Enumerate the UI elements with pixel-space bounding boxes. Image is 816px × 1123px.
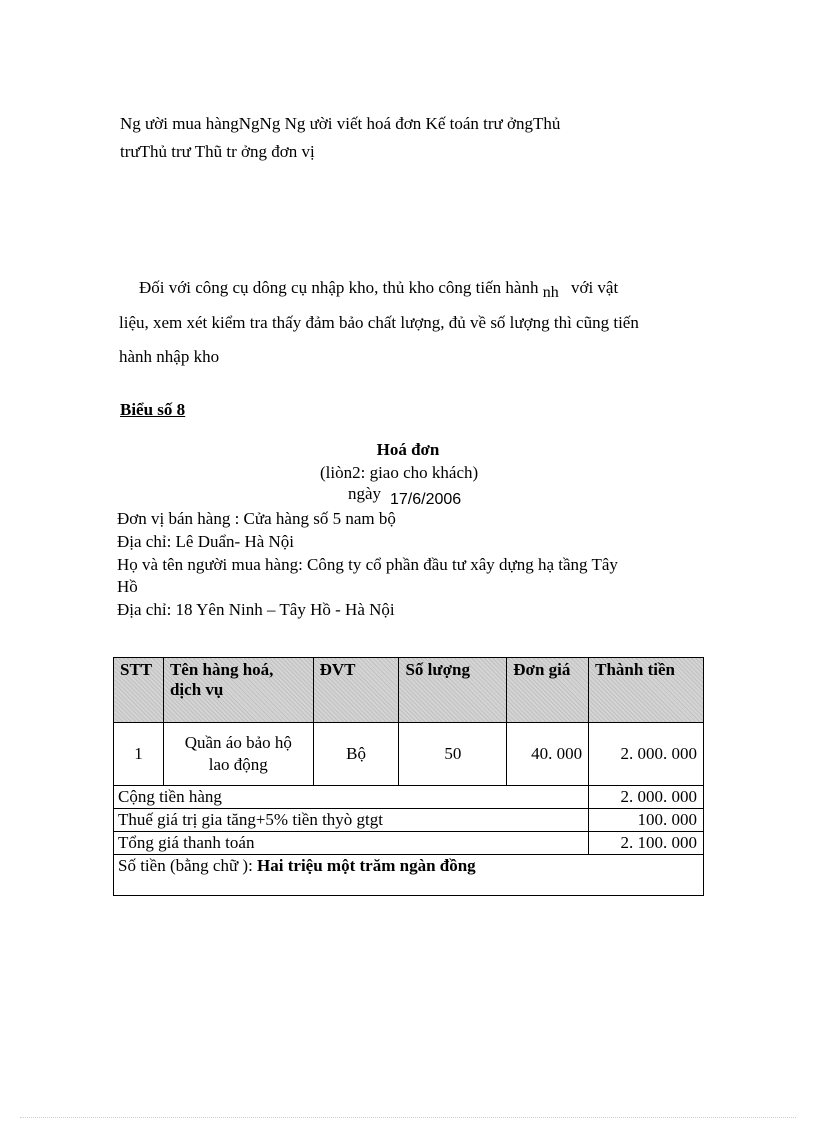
amount-in-words: [114, 855, 704, 896]
signature-line-1: Ng ười mua hàngNgNg Ng ười viết hoá đơn Kế toán trư ởngThủ: [120, 114, 561, 133]
header-unit: ĐVT: [313, 658, 399, 723]
paragraph-line-3: hành nhập kho: [119, 347, 220, 366]
cell-unit: Bộ: [313, 723, 399, 786]
paragraph-subscript: nh: [542, 284, 559, 301]
cell-qty: 50: [399, 723, 507, 786]
subtotal-label: Cộng tiền hàng: [114, 786, 589, 809]
header-name: Tên hàng hoá, dịch vụ: [163, 658, 313, 723]
grand-total-label: Tổng giá thanh toán: [114, 832, 589, 855]
cell-name: Quần áo bảo hộ lao động: [163, 723, 313, 786]
grand-total-row: [114, 832, 704, 855]
amount-in-words-row: [114, 855, 704, 896]
header-stt: STT: [114, 658, 164, 723]
header-price: Đơn giá: [507, 658, 589, 723]
table-header-row: [114, 658, 704, 723]
section-title: Biểu số 8: [120, 400, 186, 419]
header-qty: Số lượng: [399, 658, 507, 723]
paragraph-text-b: với vật: [570, 278, 619, 297]
paragraph-text-a: Đối với công cụ dông cụ nhập kho, thủ kho công tiến hành: [139, 278, 539, 297]
vat-value: 100. 000: [589, 809, 704, 832]
cell-price: 40. 000: [507, 723, 589, 786]
paragraph-line-2: liệu, xem xét kiểm tra thấy đảm bảo chất lượng, đủ về số lượng thì cũng tiến: [119, 313, 639, 332]
cell-amount: 2. 000. 000: [589, 723, 704, 786]
invoice-title: Hoá đơn: [376, 440, 440, 459]
invoice-table: [113, 657, 704, 896]
page-bottom-divider: [20, 1117, 796, 1118]
invoice-buyer-line-2: Hồ: [117, 577, 138, 596]
invoice-subtitle: (liòn2: giao cho khách): [320, 463, 479, 482]
cell-stt: 1: [114, 723, 164, 786]
header-amount: Thành tiền: [589, 658, 704, 723]
signature-line-2: trưThủ trư Thũ tr ởng đơn vị: [120, 142, 315, 161]
table-row: [114, 723, 704, 786]
invoice-date-label: ngày: [348, 484, 382, 503]
invoice-buyer-address: Địa chỉ: 18 Yên Ninh – Tây Hồ - Hà Nội: [117, 600, 395, 619]
invoice-buyer-line-1: Họ và tên người mua hàng: Công ty cổ phần đầu tư xây dựng hạ tầng Tây: [117, 555, 618, 574]
subtotal-value: 2. 000. 000: [589, 786, 704, 809]
grand-total-value: 2. 100. 000: [589, 832, 704, 855]
vat-label: Thuế giá trị gia tăng+5% tiền thyò gtgt: [114, 809, 589, 832]
vat-row: [114, 809, 704, 832]
invoice-date-value: 17/6/2006: [390, 491, 462, 508]
amount-in-words-label: Số tiền (bằng chữ ):: [118, 856, 253, 875]
paragraph-line-1: [139, 278, 619, 301]
invoice-seller-address: Địa chỉ: Lê Duẩn- Hà Nội: [117, 532, 295, 551]
amount-in-words-value: Hai triệu một trăm ngàn đồng: [257, 856, 476, 875]
invoice-seller: Đơn vị bán hàng : Cửa hàng số 5 nam bộ: [117, 509, 396, 528]
subtotal-row: [114, 786, 704, 809]
